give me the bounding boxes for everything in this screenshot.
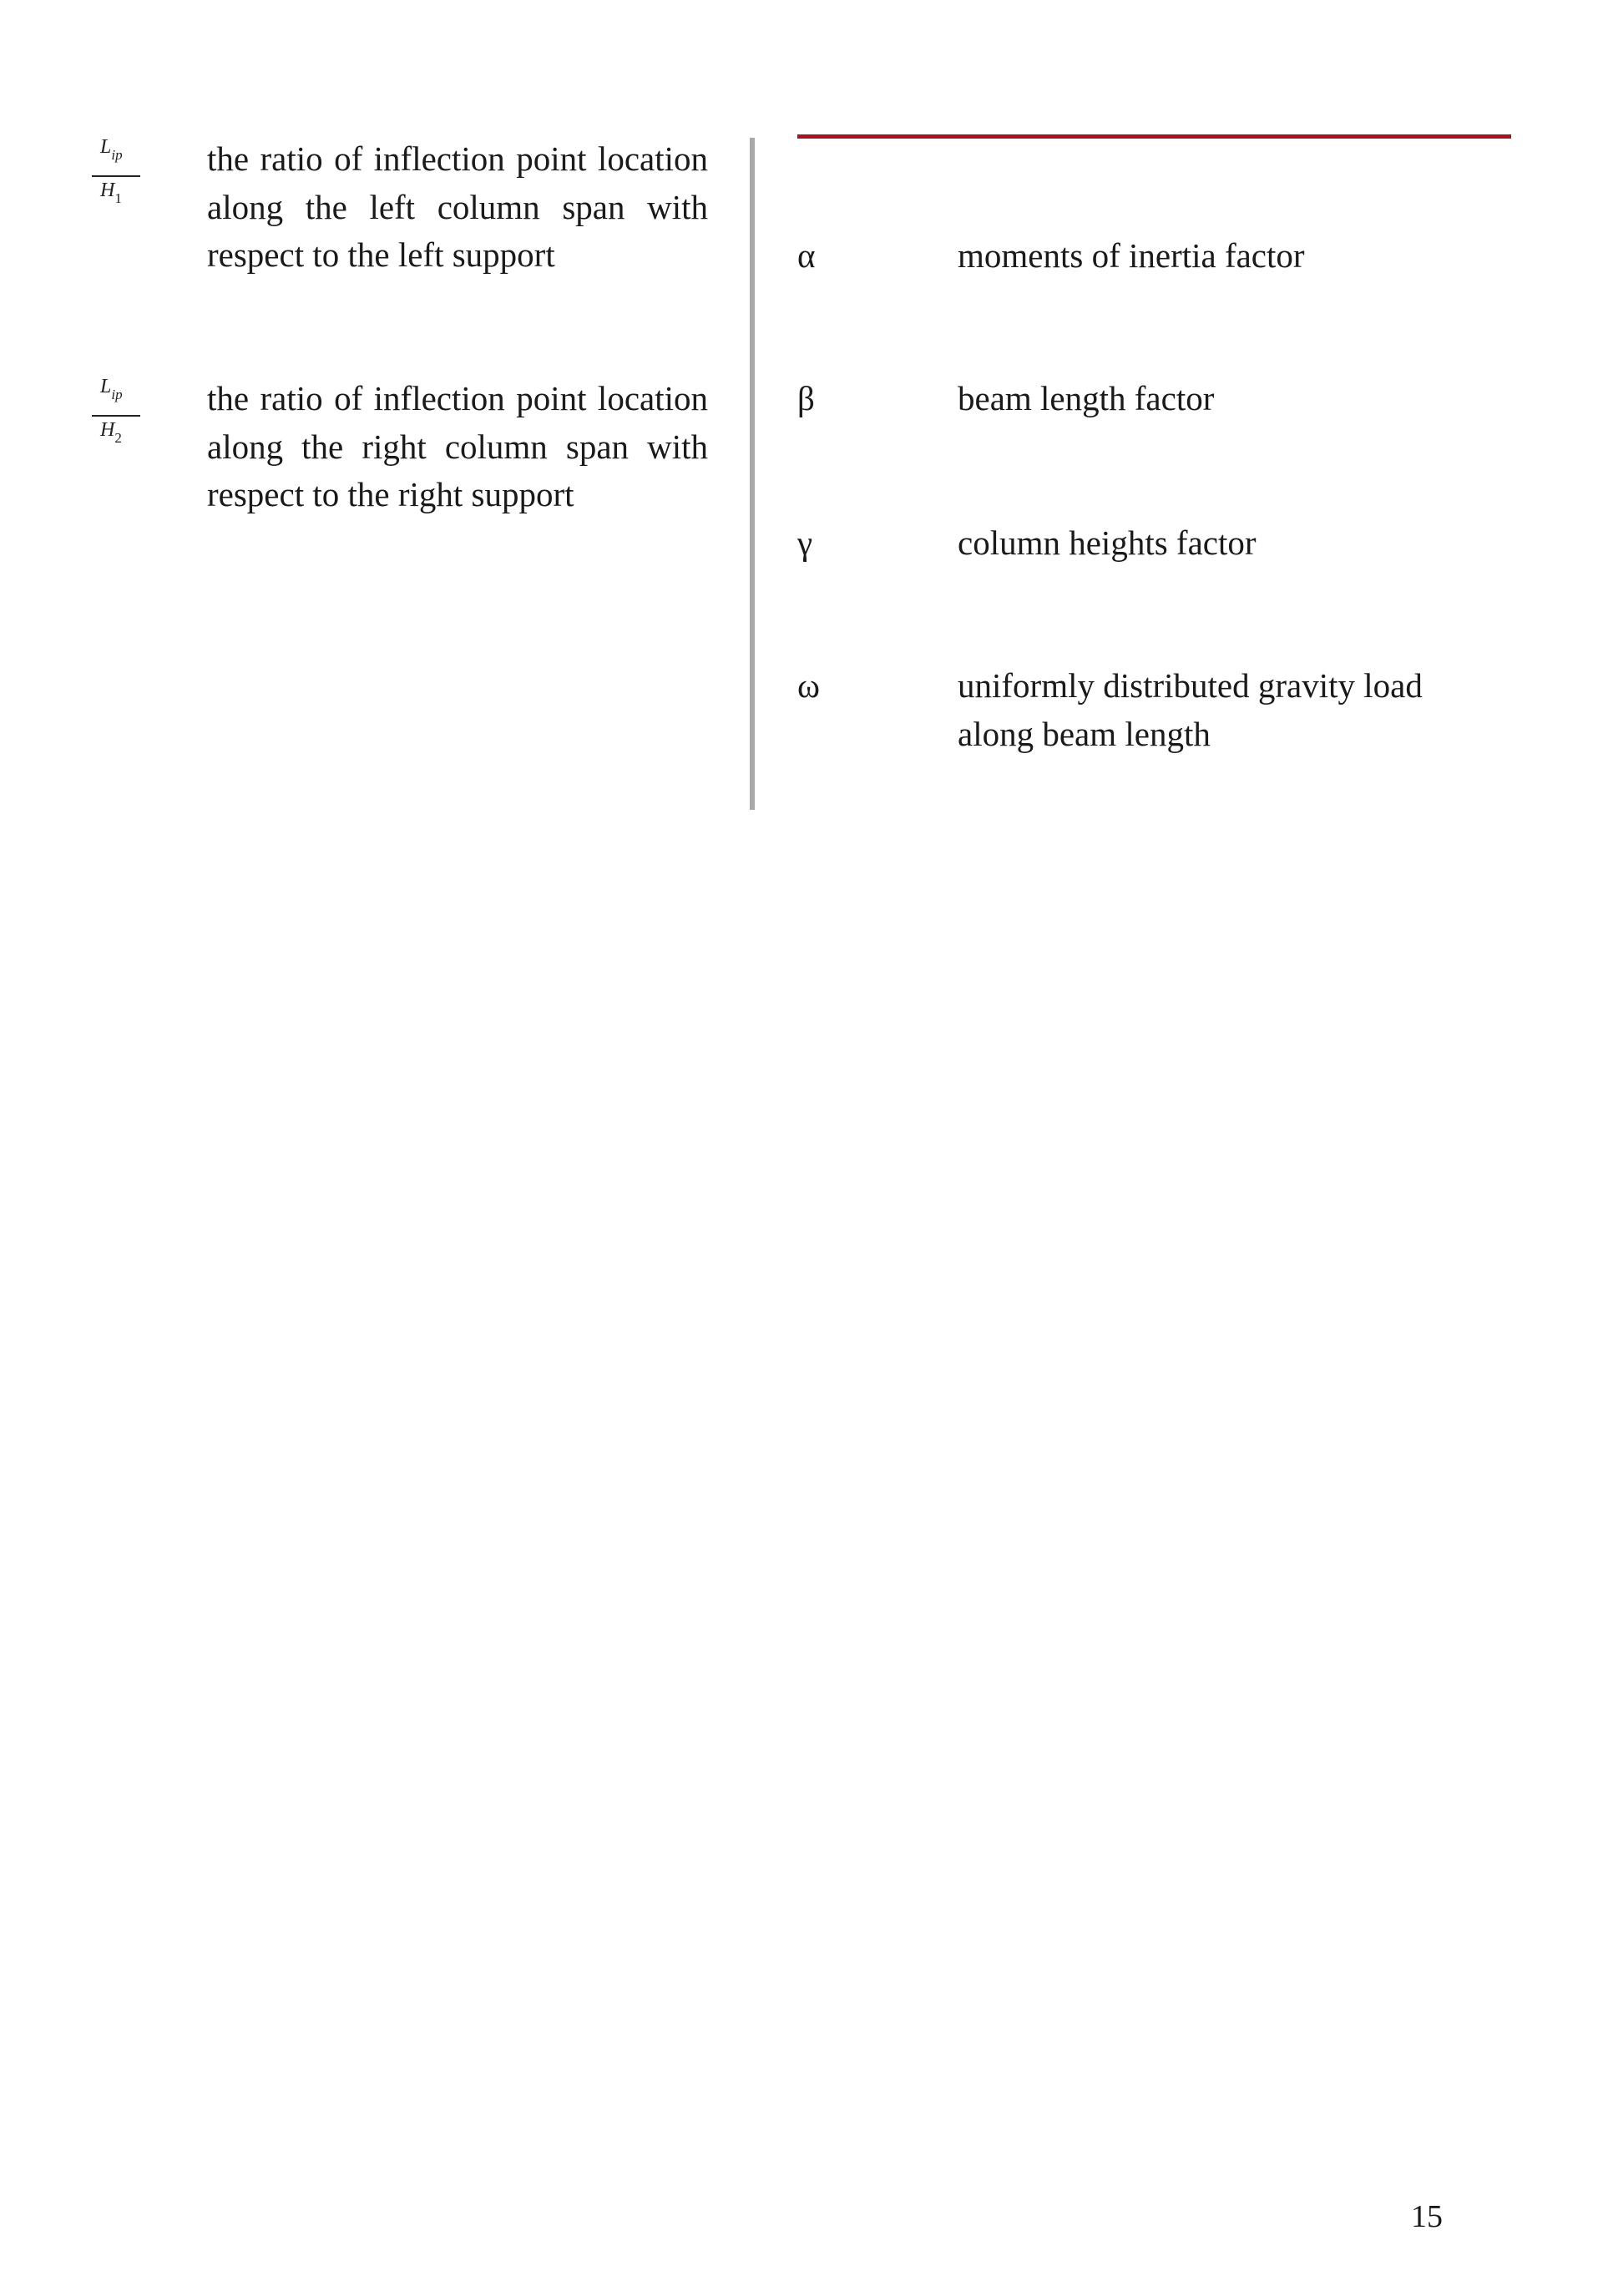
header-rule — [797, 134, 1511, 139]
definition-text: the ratio of inflection point location along the left column span with respect to the left support — [207, 139, 708, 274]
fraction-numerator-subscript: ip — [111, 387, 123, 402]
symbol-gamma: γ — [797, 523, 813, 562]
symbol-omega: ω — [797, 666, 820, 705]
fraction-bar — [92, 415, 140, 417]
definition-text: moments of inertia factor — [958, 236, 1305, 275]
definition-text: uniformly distributed gravity load along beam length — [958, 666, 1423, 753]
fraction-numerator: L — [100, 136, 112, 158]
definition-text: beam length factor — [958, 379, 1215, 417]
fraction-numerator: L — [100, 376, 112, 397]
fraction-denominator-subscript: 2 — [114, 430, 122, 446]
symbol-alpha: α — [797, 236, 816, 275]
definition-text: column heights factor — [958, 523, 1257, 562]
page-number: 15 — [1411, 2199, 1443, 2234]
fraction-denominator: H — [100, 180, 115, 201]
fraction-denominator: H — [100, 419, 115, 441]
fraction-denominator-subscript: 1 — [114, 190, 122, 206]
fraction-numerator-subscript: ip — [111, 147, 123, 163]
symbol-beta: β — [797, 379, 815, 417]
column-divider — [750, 138, 755, 810]
definition-text: the ratio of inflection point location along the right column span with respect to the right support — [207, 379, 708, 513]
fraction-bar — [92, 175, 140, 177]
